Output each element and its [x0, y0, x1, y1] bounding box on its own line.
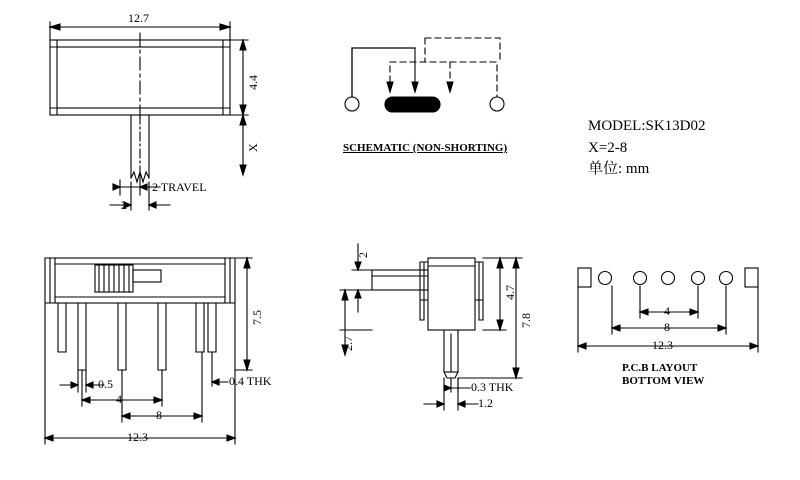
- schematic-geometry: [345, 38, 504, 112]
- dim-label-4-4: 4.4: [246, 75, 260, 90]
- dim-label-4-7: 4.7: [503, 285, 517, 300]
- dim-label-pcb-12-3: 12.3: [652, 338, 673, 352]
- pcb-caption-line2: BOTTOM VIEW: [622, 374, 705, 387]
- dim-label-2-7: 2.7: [341, 336, 355, 351]
- dim-label-pcb-8: 8: [664, 320, 670, 334]
- title-block: [588, 118, 706, 183]
- dim-label-travel: 2 TRAVEL: [152, 180, 207, 194]
- schematic-caption: SCHEMATIC (NON-SHORTING): [343, 142, 508, 154]
- pcb-layout-caption: [622, 362, 704, 387]
- dim-label-1-2: 1.2: [478, 396, 493, 410]
- dim-12-3: [45, 303, 235, 444]
- side-view-geometry: [372, 258, 483, 378]
- dim-7-8: [458, 258, 522, 378]
- top-view-geometry: [50, 33, 230, 182]
- dim-label-side-2: 2: [356, 252, 370, 258]
- dim-label-stem-width: 2: [121, 198, 127, 212]
- dim-0-4-thk: [212, 352, 228, 386]
- dim-label-pcb-4: 4: [664, 304, 670, 318]
- dim-label-x: X: [246, 143, 260, 152]
- dim-label-4: 4: [116, 392, 122, 406]
- dim-label-0-5: 0.5: [98, 377, 113, 391]
- dim-label-12-3: 12.3: [127, 430, 148, 444]
- model-label: MODEL:SK13D02: [588, 118, 706, 134]
- dim-label-12-7: 12.7: [128, 11, 149, 25]
- unit-label: 单位: mm: [588, 161, 650, 177]
- dim-label-7-5: 7.5: [250, 310, 264, 325]
- front-view-geometry: [45, 258, 235, 370]
- pcb-caption-line1: P.C.B LAYOUT: [622, 362, 698, 374]
- dim-label-8: 8: [156, 408, 162, 422]
- dim-0-3-thk: [444, 378, 470, 392]
- dim-label-7-8: 7.8: [519, 313, 533, 328]
- pcb-layout-geometry: [578, 268, 758, 287]
- dim-label-0-4-thk: 0.4 THK: [229, 374, 272, 388]
- dim-label-0-3-thk: 0.3 THK: [471, 380, 514, 394]
- travel-range-label: X=2-8: [588, 139, 628, 156]
